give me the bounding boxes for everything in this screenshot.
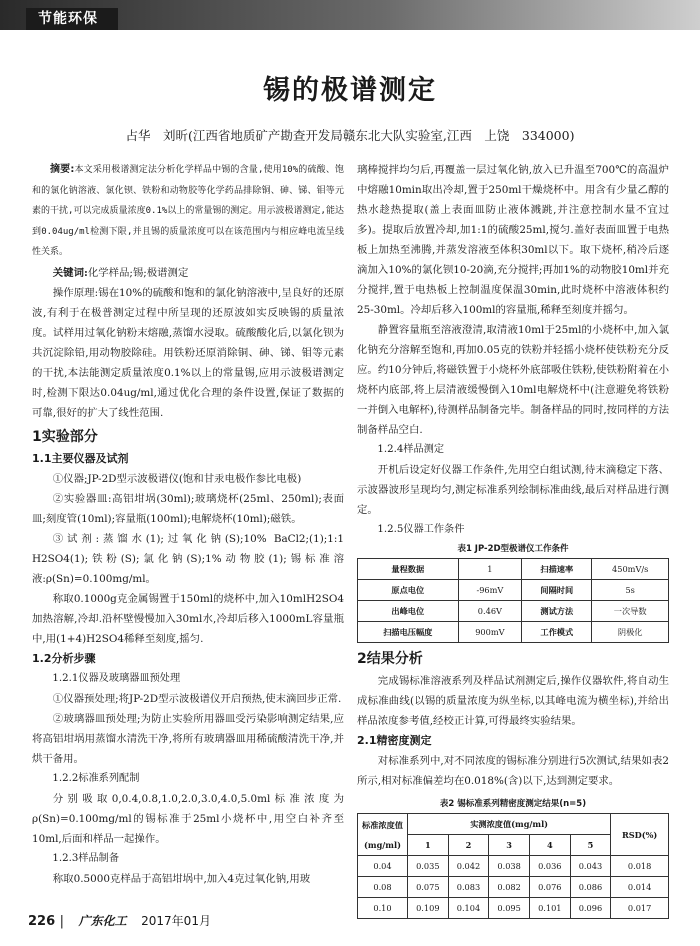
- table-cell: 0.014: [611, 877, 669, 898]
- table-cell: 一次导数: [592, 601, 669, 622]
- table-cell: 间隔时间: [522, 580, 592, 601]
- article-title: 锡的极谱测定: [263, 75, 437, 106]
- table2-run-header: 1: [408, 835, 449, 856]
- table-cell: 0.109: [408, 898, 449, 919]
- settle-paragraph: 静置容量瓶至溶液澄清,取清液10ml于25ml的小烧杯中,加入氯化钠充分溶解至饱和,再加0.05克的铁粉并轻摇小烧杯使铁粉充分反应。约10分钟后,将磁铁置于小烧杯外底部吸住铁粉,使铁粉附着在小烧杯内底部,将上层清液缓慢倒入10ml电解烧杯中(注意避免将铁粉一并倒入电解杯),待测样品制备完毕。制备样品的同时,按同样的方法制备样品空白.: [357, 324, 669, 436]
- subsection-heading: 1.1主要仪器及试剂: [32, 451, 129, 465]
- list-item: ②实验器皿:高铝坩埚(30ml);玻璃烧杯(25ml、250ml);表面皿;刻度管(10ml);容量瓶(100ml);电解烧杯(10ml);磁铁。: [32, 492, 344, 525]
- table-cell: 0.086: [570, 877, 611, 898]
- page-number: 226: [28, 914, 56, 929]
- table-cell: 0.096: [570, 898, 611, 919]
- table-cell: 0.018: [611, 856, 669, 877]
- table-row: [358, 559, 669, 580]
- table-cell: 0.038: [489, 856, 530, 877]
- journal-logo: 广东化工: [78, 914, 127, 928]
- table2: [357, 813, 669, 919]
- page-footer: [28, 912, 211, 929]
- subsubsection-heading: 1.2.4样品测定: [377, 444, 445, 455]
- weigh-paragraph: 称取0.1000g克金属锡置于150ml的烧杯中,加入10mlH2SO4加热溶解,冷却.沿杯壁慢慢加入30ml水,冷却后移入1000mL容量瓶中,用(1+4)H2SO4稀释至刻度,摇匀.: [32, 592, 344, 645]
- header-banner: [0, 0, 700, 30]
- table-row: [358, 856, 669, 877]
- footer-separator: |: [59, 914, 65, 929]
- table1: [357, 558, 669, 643]
- table-cell: 0.082: [489, 877, 530, 898]
- subsubsection-heading: 1.2.5仪器工作条件: [377, 524, 465, 535]
- subsubsection-heading: 1.2.3样品制备: [52, 852, 120, 864]
- table-row: [358, 580, 669, 601]
- principle-paragraph: 操作原理:锡在10%的硫酸和饱和的氯化钠溶液中,呈良好的还原波,有利于在极普测定过程中所呈现的还原波如实反映锡的质量浓度。试样用过氧化钠粉末熔融,蒸馏水浸取。硫酸酸化后,以氯化钡为共沉淀除铅,用动物胶除硅。用铁粉还原消除铜、砷、锑、钼等元素的干扰,本法能测定质量浓度0.1%以上的常量锡,应用示波极谱测定时,检测下限达0.04ug/ml,通过优化合理的条件设置,保证了数据的可靠,很好的扩大了线性范围.: [32, 286, 344, 419]
- table-cell: 1: [458, 559, 522, 580]
- subsubsection-heading: 1.2.2标准系列配制: [52, 772, 140, 784]
- table-cell: 0.04: [358, 856, 408, 877]
- subsubsection-heading: 1.2.1仪器及玻璃器皿预处理: [52, 672, 181, 684]
- table-row: [358, 601, 669, 622]
- table-row: [358, 877, 669, 898]
- table2-col-measured: 实测浓度值(mg/ml): [408, 814, 611, 835]
- keywords: [32, 263, 344, 283]
- standard-paragraph: 分别吸取0,0.4,0.8,1.0,2.0,3.0,4.0,5.0ml标准浓度为ρ(Sn)=0.100mg/ml的锡标准于25ml小烧杯中,用空白补齐至10ml,后面和样品一起操作。: [32, 792, 344, 845]
- list-item: ②玻璃器皿预处理;为防止实验所用器皿受污染影响测定结果,应将高铝坩埚用蒸馏水清洗干净,将所有玻璃器皿用稀硫酸清洗干净,并烘干备用。: [32, 712, 344, 765]
- table-cell: 0.46V: [458, 601, 522, 622]
- abstract-text: 本文采用极谱测定法分析化学样品中锡的含量,使用10%的硫酸、饱和的氯化钠溶液、氯化钡、铁粉和动物胶等化学药品排除铜、砷、锑、钼等元素的干扰,可以完成质量浓度0.1%以上的常量锡的测定。用示波极谱测定,能达到0.04ug/ml检测下限,并且锡的质量浓度可以在该范围内与相应峰电流呈线性关系。: [32, 165, 344, 257]
- table-cell: 工作模式: [522, 622, 592, 643]
- table1-caption: 表1 JP-2D型极谱仪工作条件: [457, 544, 569, 554]
- list-item: ③试剂:蒸馏水(1);过氧化钠(S);10% BaCl2;(1);1:1 H2SO4(1);铁粉(S);氯化钠(S);1%动物胶(1);锡标准溶液:ρ(Sn)=0.100mg/ml。: [32, 532, 344, 585]
- table-row: [358, 898, 669, 919]
- right-column: [357, 160, 669, 919]
- table-cell: 900mV: [458, 622, 522, 643]
- abstract-label: 摘要:: [50, 164, 75, 175]
- table2-run-header: 2: [448, 835, 489, 856]
- subsection-heading: 2.1精密度测定: [357, 734, 432, 747]
- table2-run-header: 3: [489, 835, 530, 856]
- keywords-text: 化学样品;锡;极谱测定: [87, 266, 189, 279]
- table2-run-header: 4: [529, 835, 570, 856]
- measure-paragraph: 开机后设定好仪器工作条件,先用空白组试测,待末滴稳定下落、示波器波形呈现均匀,测定标准系列绘制标准曲线,最后对样品进行测定。: [357, 464, 669, 516]
- table-cell: 0.043: [570, 856, 611, 877]
- table-cell: 出峰电位: [358, 601, 459, 622]
- table-cell: 原点电位: [358, 580, 459, 601]
- issue-date: 2017年01月: [141, 914, 211, 928]
- table-cell: 0.076: [529, 877, 570, 898]
- table2-col-rsd: RSD(%): [611, 814, 669, 856]
- table2-header-row: [358, 814, 669, 835]
- left-column: [32, 160, 344, 889]
- table-cell: 0.042: [448, 856, 489, 877]
- table2-caption: 表2 锡标准系列精密度测定结果(n=5): [439, 799, 587, 809]
- section-heading: 1实验部分: [32, 428, 98, 445]
- subsection-heading: 1.2分析步骤: [32, 651, 96, 665]
- table-cell: 450mV/s: [592, 559, 669, 580]
- table-cell: 阴极化: [592, 622, 669, 643]
- table2-run-header: 5: [570, 835, 611, 856]
- list-item: ①仪器预处理;将JP-2D型示波极谱仪开启预热,使末滴回步正常.: [52, 692, 342, 705]
- table2-col-std: 标准浓度值(mg/ml): [358, 814, 408, 856]
- table-row: [358, 622, 669, 643]
- table-cell: 0.035: [408, 856, 449, 877]
- table-cell: 0.075: [408, 877, 449, 898]
- article-authors: 占华 刘昕(江西省地质矿产勘查开发局赣东北大队实验室,江西 上饶 334000): [125, 128, 575, 143]
- table-cell: 量程数据: [358, 559, 459, 580]
- table-cell: 0.08: [358, 877, 408, 898]
- table-cell: 0.101: [529, 898, 570, 919]
- table-cell: 5s: [592, 580, 669, 601]
- table-cell: 0.017: [611, 898, 669, 919]
- list-item: ①仪器;JP-2D型示波极谱仪(饱和甘汞电极作参比电极): [52, 472, 302, 485]
- prep-paragraph: 称取0.5000克样品于高铝坩埚中,加入4克过氧化钠,用玻: [52, 872, 311, 885]
- table-cell: 0.10: [358, 898, 408, 919]
- table-cell: 0.083: [448, 877, 489, 898]
- table-cell: 测试方法: [522, 601, 592, 622]
- continued-paragraph: 璃棒搅拌均匀后,再覆盖一层过氧化钠,放入已升温至700℃的高温炉中熔融10min取出冷却,置于250ml干燥烧杯中。用含有少量乙醇的热水趁热提取(盖上表面皿防止液体溅跳,并注意控制水量不宜过多)。提取后放置冷却,加1:1的硫酸25ml,搅匀.盖好表面皿置于电热板上加热至沸腾,并蒸发溶液至体积30ml以下。取下烧杯,稍冷后逐滴加入10%的氯化钡10-20滴,充分搅拌;再加1%的动物胶10ml并充分搅拌,置于电热板上控制温度保温30min,此时烧杯中溶液体积约25-30ml。冷却后移入100ml的容量瓶,稀释至刻度并摇匀。: [357, 164, 669, 316]
- table-cell: 0.104: [448, 898, 489, 919]
- table-cell: 扫描速率: [522, 559, 592, 580]
- precision-paragraph: 对标准系列中,对不同浓度的锡标准分别进行5次测试,结果如表2所示,相对标准偏差均在0.018%(含)以下,达到测定要求。: [357, 755, 669, 787]
- results-paragraph: 完成锡标准溶液系列及样品试剂测定后,操作仪器软件,将自动生成标准曲线(以锡的质量浓度为纵坐标,以其峰电流为横坐标),并给出样品浓度参考值,经校正计算,可得最终实验结果。: [357, 675, 669, 727]
- abstract: [32, 160, 344, 263]
- table-cell: 扫描电压幅度: [358, 622, 459, 643]
- section-heading: 2结果分析: [357, 651, 423, 667]
- table-cell: 0.095: [489, 898, 530, 919]
- table-cell: 0.036: [529, 856, 570, 877]
- table-cell: -96mV: [458, 580, 522, 601]
- keywords-label: 关键词:: [52, 266, 88, 279]
- section-label: 节能环保: [26, 8, 118, 30]
